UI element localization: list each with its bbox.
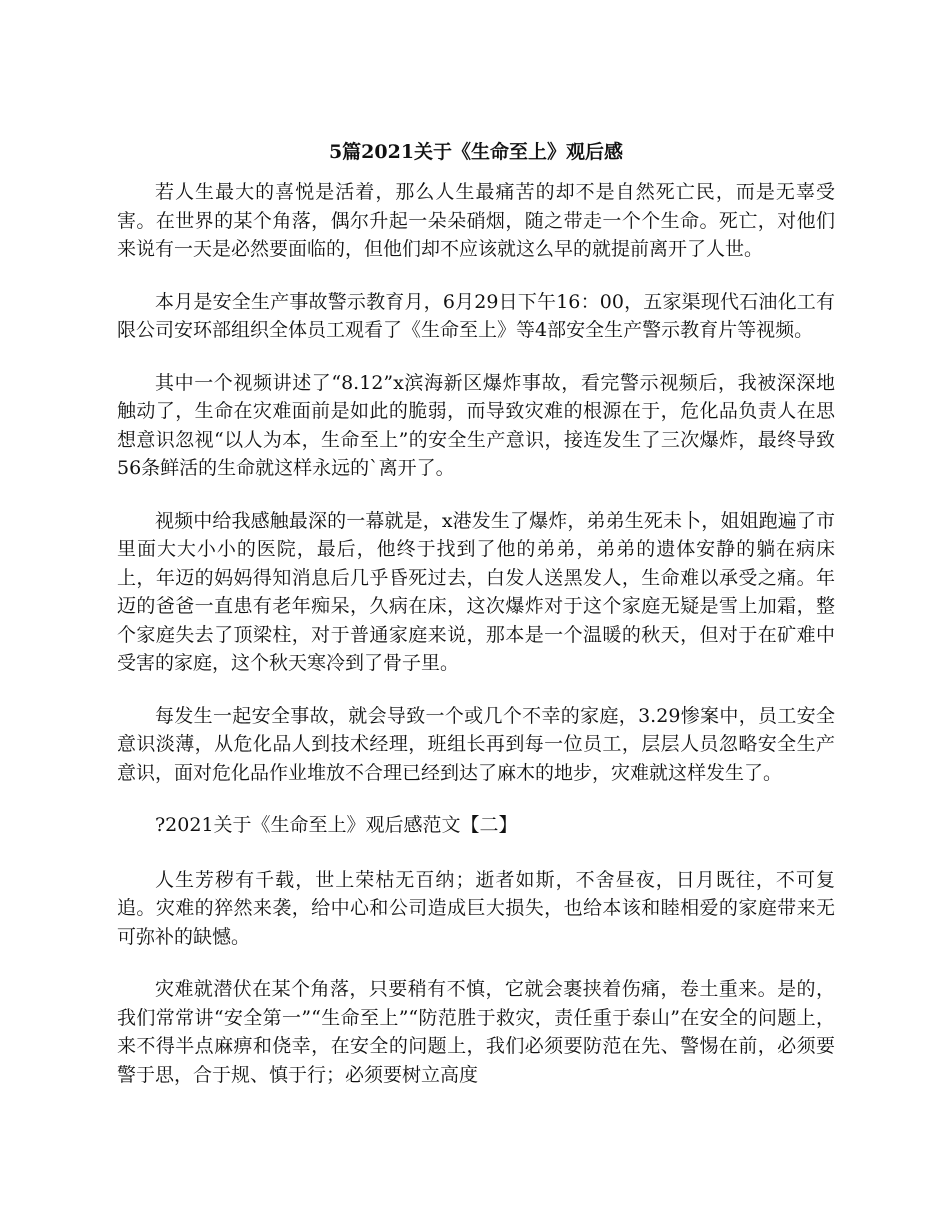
paragraph-1: 若人生最大的喜悦是活着，那么人生最痛苦的却不是自然死亡民，而是无辜受害。在世界的某个角落，偶尔升起一朵朵硝烟，随之带走一个个生命。死亡，对他们来说有一天是必然要面临的，但他们却不应该就这么早的就提前离开了人世。	[117, 181, 835, 260]
paragraph-5: 每发生一起安全事故，就会导致一个或几个不幸的家庭，3.29惨案中，员工安全意识淡薄，从危化品人到技术经理，班组长再到每一位员工，层层人员忽略安全生产意识，面对危化品作业堆放不合理已经到达了麻木的地步，灾难就这样发生了。	[117, 704, 835, 784]
paragraph-7: 灾难就潜伏在某个角落，只要稍有不慎，它就会裹挟着伤痛，卷土重来。是的，我们常常讲“安全第一”“生命至上”“防范胜于救灾，责任重于泰山”在安全的问题上，来不得半点麻痹和侥幸，在安全的问题上，我们必须要防范在先、警惕在前，必须要警于思，合于规、慎于行；必须要树立高度	[117, 978, 835, 1086]
paragraph-2: 本月是安全生产事故警示教育月，6月29日下午16：00，五家渠现代石油化工有限公司安环部组织全体员工观看了《生命至上》等4部安全生产警示教育片等视频。	[117, 290, 835, 341]
section-heading: ?2021关于《生命至上》观后感范文【二】	[155, 814, 518, 836]
document-title: 5篇2021关于《生命至上》观后感	[328, 141, 624, 163]
paragraph-4: 视频中给我感触最深的一幕就是，x港发生了爆炸，弟弟生死未卜，姐姐跑遍了市里面大大小小的医院，最后，他终于找到了他的弟弟，弟弟的遗体安静的躺在病床上，年迈的妈妈得知消息后几乎昏死过去，白发人送黑发人，生命难以承受之痛。年迈的爸爸一直患有老年痴呆，久病在床，这次爆炸对于这个家庭无疑是雪上加霜，整个家庭失去了顶梁柱，对于普通家庭来说，那本是一个温暖的秋天，但对于在矿难中受害的家庭，这个秋天寒冷到了骨子里。	[117, 509, 835, 674]
paragraph-3: 其中一个视频讲述了“8.12”x滨海新区爆炸事故，看完警示视频后，我被深深地触动了，生命在灾难面前是如此的脆弱，而导致灾难的根源在于，危化品负责人在思想意识忽视“以人为本，生命至上”的安全生产意识，接连发生了三次爆炸，最终导致56条鲜活的生命就这样永远的`离开了。	[117, 371, 835, 479]
paragraph-6: 人生芳秽有千载，世上荣枯无百纳；逝者如斯，不舍昼夜，日月既往，不可复追。灾难的猝然来袭，给中心和公司造成巨大损失，也给本该和睦相爱的家庭带来无可弥补的缺憾。	[117, 868, 835, 948]
document-body	[117, 138, 835, 1113]
